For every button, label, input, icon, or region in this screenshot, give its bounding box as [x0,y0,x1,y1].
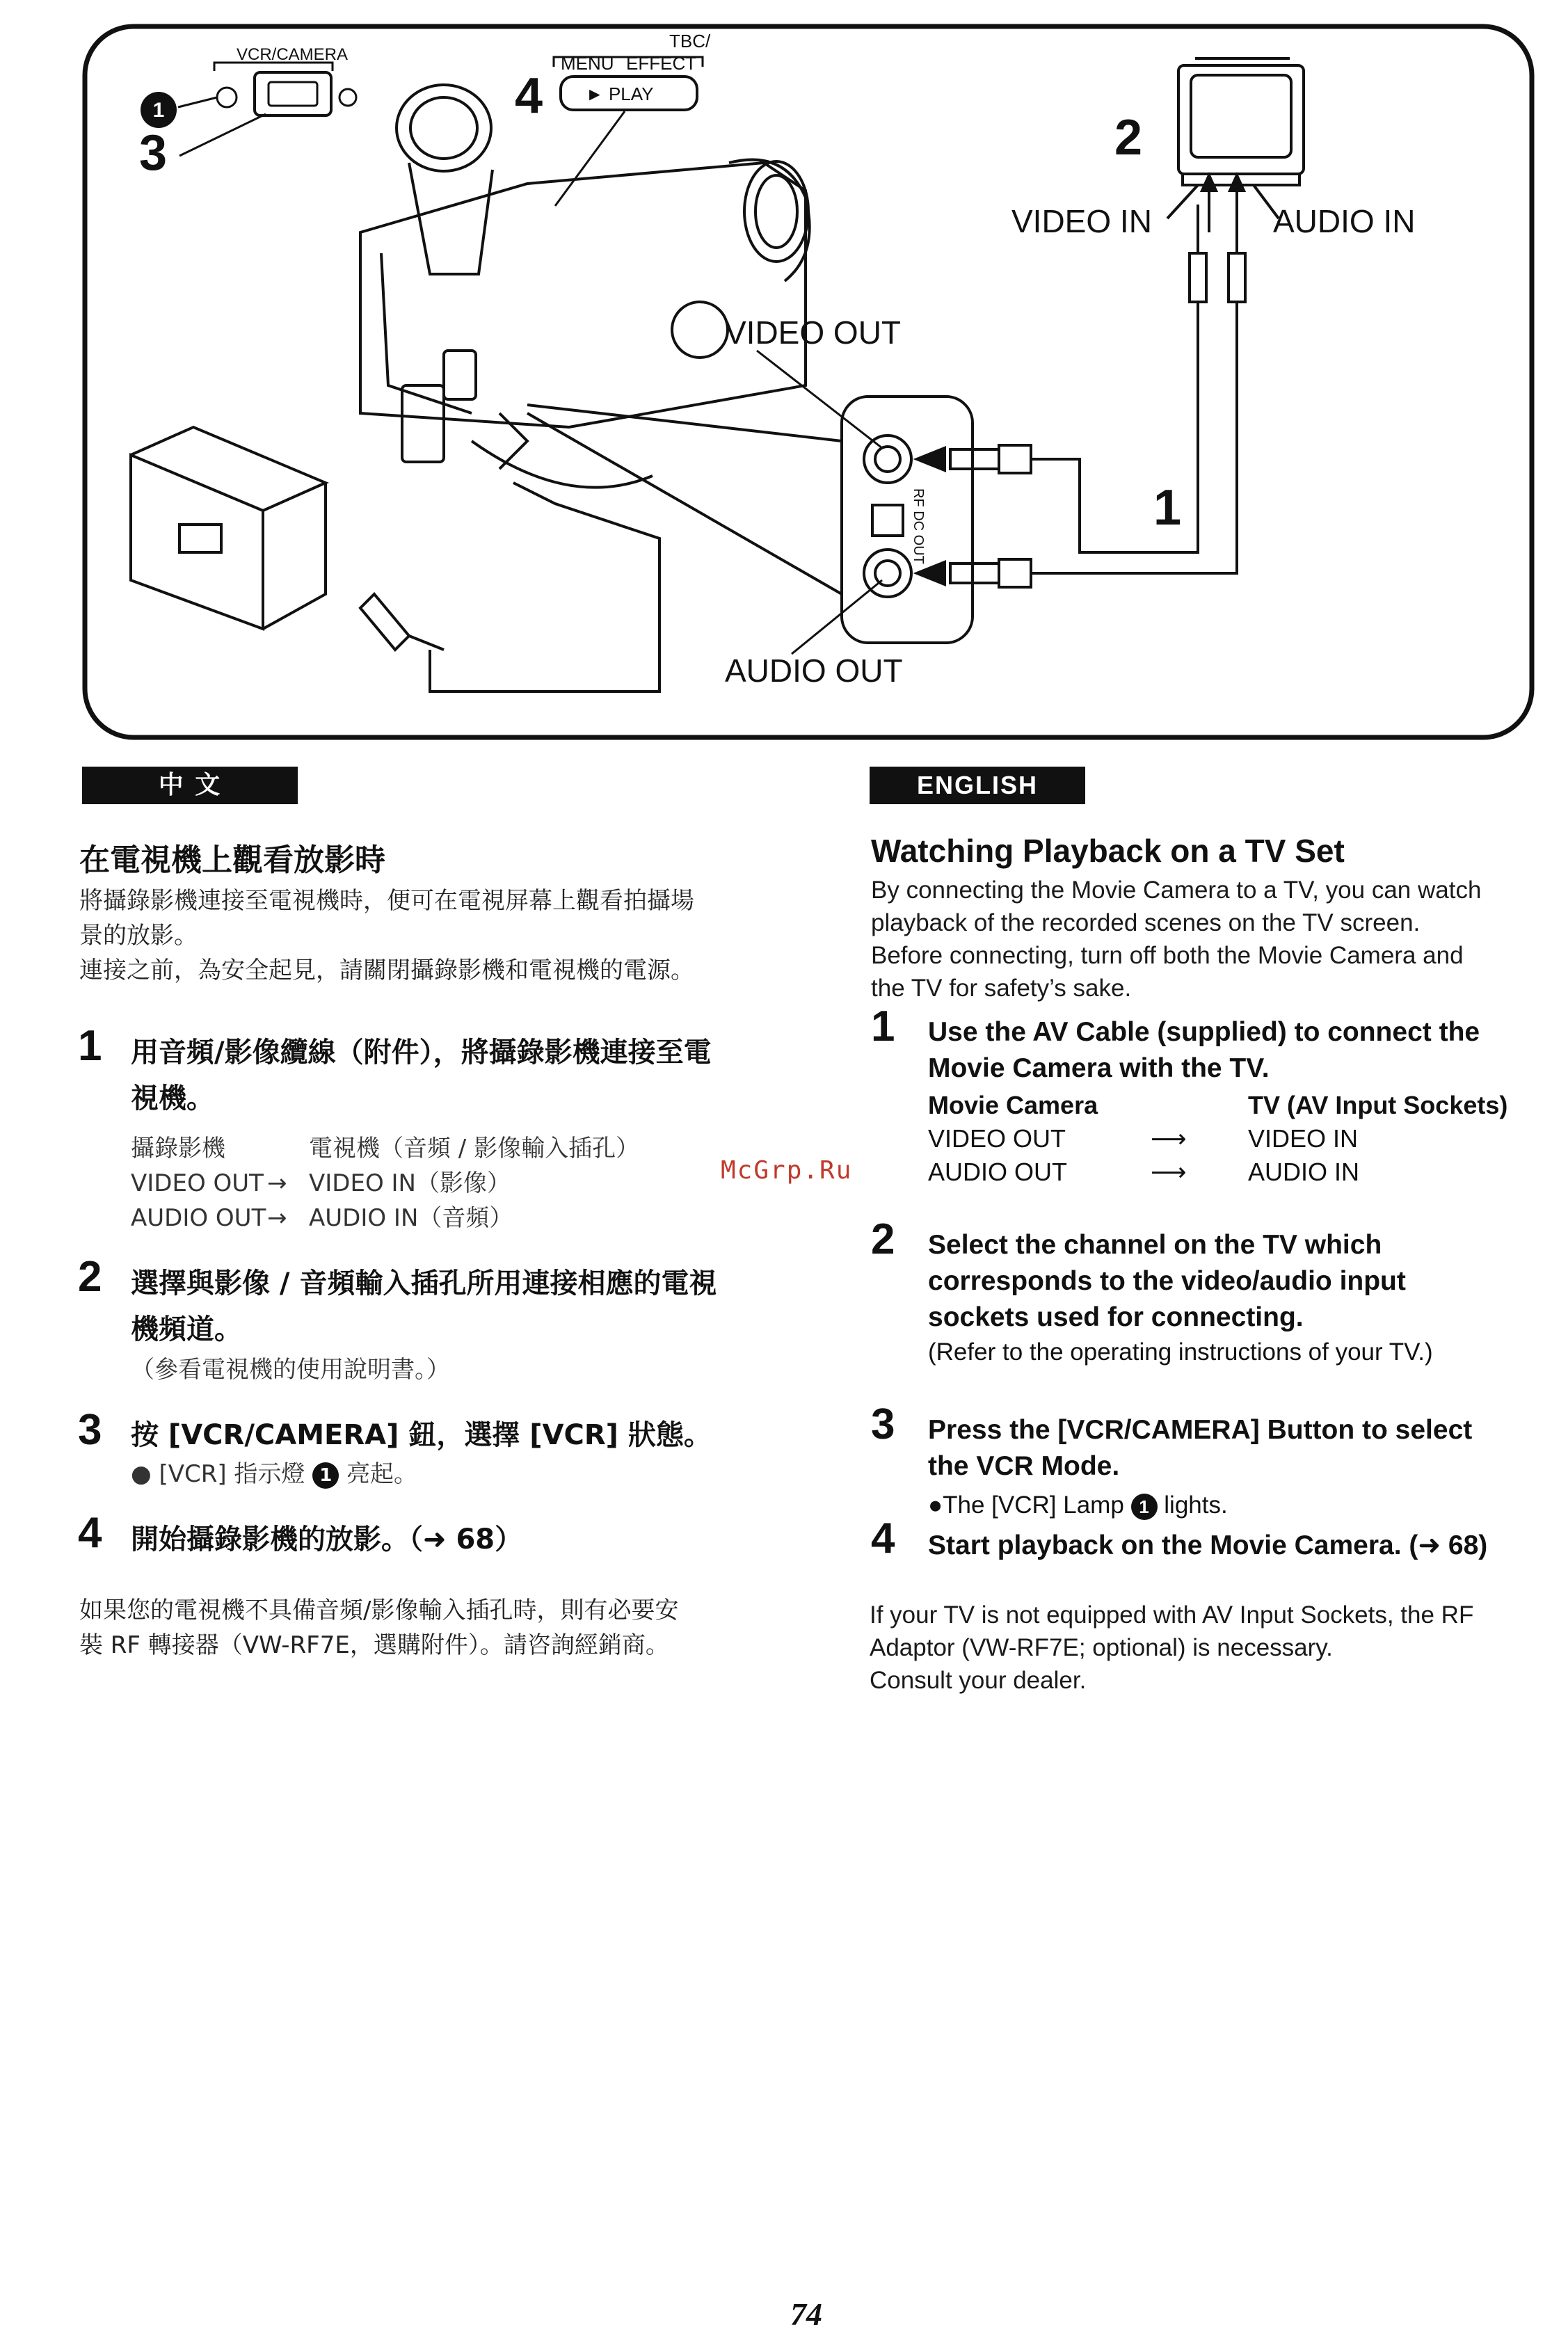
cn-step-4-text: 開始攝錄影機的放影。（➜ 68） [131,1524,523,1556]
cn-table-cell: AUDIO IN（音頻） [309,1204,513,1232]
chinese-intro-line: 將攝錄影機連接至電視機時，便可在電視屏幕上觀看拍攝場 [79,887,694,915]
callout-3: 3 [139,125,168,181]
cn-step-1-text [131,1030,712,1121]
vcr-lamp-icon [217,88,237,107]
cn-footer-line: 裝 RF 轉接器（VW-RF7E，選購附件）。請咨詢經銷商。 [79,1631,669,1659]
en-step-2-note: (Refer to the operating instructions of your TV.) [928,1338,1433,1366]
chinese-intro [79,883,694,988]
english-intro [871,874,1481,1005]
cn-step-2-text [131,1261,717,1352]
en-table-header-camera: Movie Camera [928,1091,1098,1119]
video-out-label: VIDEO OUT [725,314,902,351]
cn-step-2-line: 選擇與影像 / 音頻輸入插孔所用連接相應的電視 [131,1268,717,1300]
vcr-camera-label: VCR/CAMERA [237,45,349,64]
english-intro-line: By connecting the Movie Camera to a TV, you can watch [871,877,1482,904]
en-step-3-line: Press the [VCR/CAMERA] Button to select [928,1415,1473,1445]
chinese-intro-line: 連接之前，為安全起見，請關閉攝錄影機和電視機的電源。 [79,957,694,984]
english-section-badge: ENGLISH [870,767,1085,804]
cn-step-3-bullet: ● [VCR] 指示燈 1 亮起。 [131,1460,418,1488]
audio-in-label: AUDIO IN [1273,203,1416,239]
play-label: ► PLAY [586,83,654,104]
english-intro-line: the TV for safety’s sake. [871,975,1132,1002]
circled-1-text: 1 [152,99,165,122]
camcorder-illustration [360,85,810,488]
cn-footer-note [79,1593,678,1663]
circled-1-icon: 1 [312,1462,339,1489]
cn-table-header-tv: 電視機（音頻 / 影像輸入插孔） [309,1135,640,1162]
en-step-2-text [928,1227,1406,1336]
en-footer-line: Consult your dealer. [870,1667,1087,1694]
en-step-2-line: Select the channel on the TV which [928,1230,1382,1260]
svg-text:EFFECT: EFFECT [626,53,697,74]
en-connection-table [928,1091,1540,1195]
tv-illustration [1178,58,1304,185]
en-step-3-bullet: ●The [VCR] Lamp 1 lights. [928,1492,1228,1519]
circled-1-icon: 1 [1131,1494,1158,1520]
av-connector-panel [527,397,973,643]
chinese-title: 在電視機上觀看放影時 [79,842,385,878]
rf-dc-out-label: RF DC OUT [911,488,926,564]
en-step-2-line: corresponds to the video/audio input [928,1266,1406,1296]
cn-step-3-text: 按 [VCR/CAMERA] 鈕，選擇 [VCR] 狀態。 [131,1419,712,1451]
en-step-4-text: Start playback on the Movie Camera. (➜ 68) [928,1530,1488,1560]
en-step-1-line: Use the AV Cable (supplied) to connect the [928,1017,1480,1047]
en-step-2-line: sockets used for connecting. [928,1302,1304,1332]
cn-step-4-number: 4 [78,1509,102,1557]
cn-table-cell: VIDEO IN（影像） [309,1169,511,1197]
callout-1: 1 [1153,480,1182,536]
en-table-arrow: ⟶ [1151,1158,1187,1186]
cn-table-arrow: → [267,1169,287,1197]
watermark: McGrp.Ru [721,1156,853,1185]
page-number: 74 [790,2296,822,2332]
svg-text:TBC/: TBC/ [669,31,711,51]
svg-text:MENU: MENU [561,53,614,74]
cn-step-1-line: 視機。 [131,1082,214,1114]
en-step-3-line: the VCR Mode. [928,1451,1120,1481]
cn-connection-table [131,1131,757,1242]
cn-step-2-number: 2 [78,1253,102,1301]
cn-step-1-number: 1 [78,1022,102,1070]
cn-table-arrow: → [267,1204,287,1232]
cn-table-cell: VIDEO OUT [131,1169,264,1197]
cn-step-2-note: （參看電視機的使用說明書。） [131,1356,450,1384]
cn-step-3-number: 3 [78,1406,102,1454]
en-step-1-number: 1 [871,1002,895,1050]
chinese-intro-line: 景的放影。 [79,922,198,950]
cn-footer-line: 如果您的電視機不具備音頻/影像輸入插孔時，則有必要安 [79,1597,679,1624]
en-table-cell: VIDEO OUT [928,1124,1066,1153]
callout-4: 4 [515,68,543,124]
en-step-1-line: Movie Camera with the TV. [928,1053,1270,1083]
en-table-cell: AUDIO OUT [928,1158,1068,1186]
audio-out-label: AUDIO OUT [725,653,903,689]
en-footer-line: If your TV is not equipped with AV Input Sockets, the RF [870,1601,1474,1629]
cn-table-cell: AUDIO OUT [131,1204,266,1232]
av-cable-illustration [917,205,1245,587]
video-in-label: VIDEO IN [1011,203,1152,239]
en-step-3-text [928,1412,1472,1485]
cn-step-1-line: 用音頻/影像纜線（附件），將攝錄影機連接至電 [131,1037,712,1069]
english-title: Watching Playback on a TV Set [871,833,1345,869]
play-button-illustration [554,31,711,110]
chinese-section-badge: 中 文 [82,767,298,804]
callout-2: 2 [1114,110,1143,166]
en-table-arrow: ⟶ [1151,1124,1187,1153]
en-footer-line: Adaptor (VW-RF7E; optional) is necessary. [870,1634,1333,1661]
diagram-svg [82,24,1535,740]
en-table-header-tv: TV (AV Input Sockets) [1248,1091,1508,1119]
english-intro-line: Before connecting, turn off both the Movie Camera and [871,942,1464,969]
cn-step-2-line: 機頻道。 [131,1313,242,1345]
english-intro-line: playback of the recorded scenes on the TV screen. [871,909,1421,936]
en-table-cell: VIDEO IN [1248,1124,1359,1153]
en-step-2-number: 2 [871,1215,895,1263]
diagram-frame [85,26,1532,737]
en-step-1-text [928,1014,1480,1087]
en-step-3-number: 3 [871,1400,895,1448]
en-step-4-number: 4 [871,1514,895,1562]
vcr-camera-switch-illustration [214,45,356,115]
cn-table-header-camera: 攝錄影機 [131,1135,225,1162]
en-footer-note [870,1599,1473,1697]
connection-diagram [82,24,1535,740]
en-table-cell: AUDIO IN [1248,1158,1360,1186]
ac-adaptor-illustration [131,427,659,691]
